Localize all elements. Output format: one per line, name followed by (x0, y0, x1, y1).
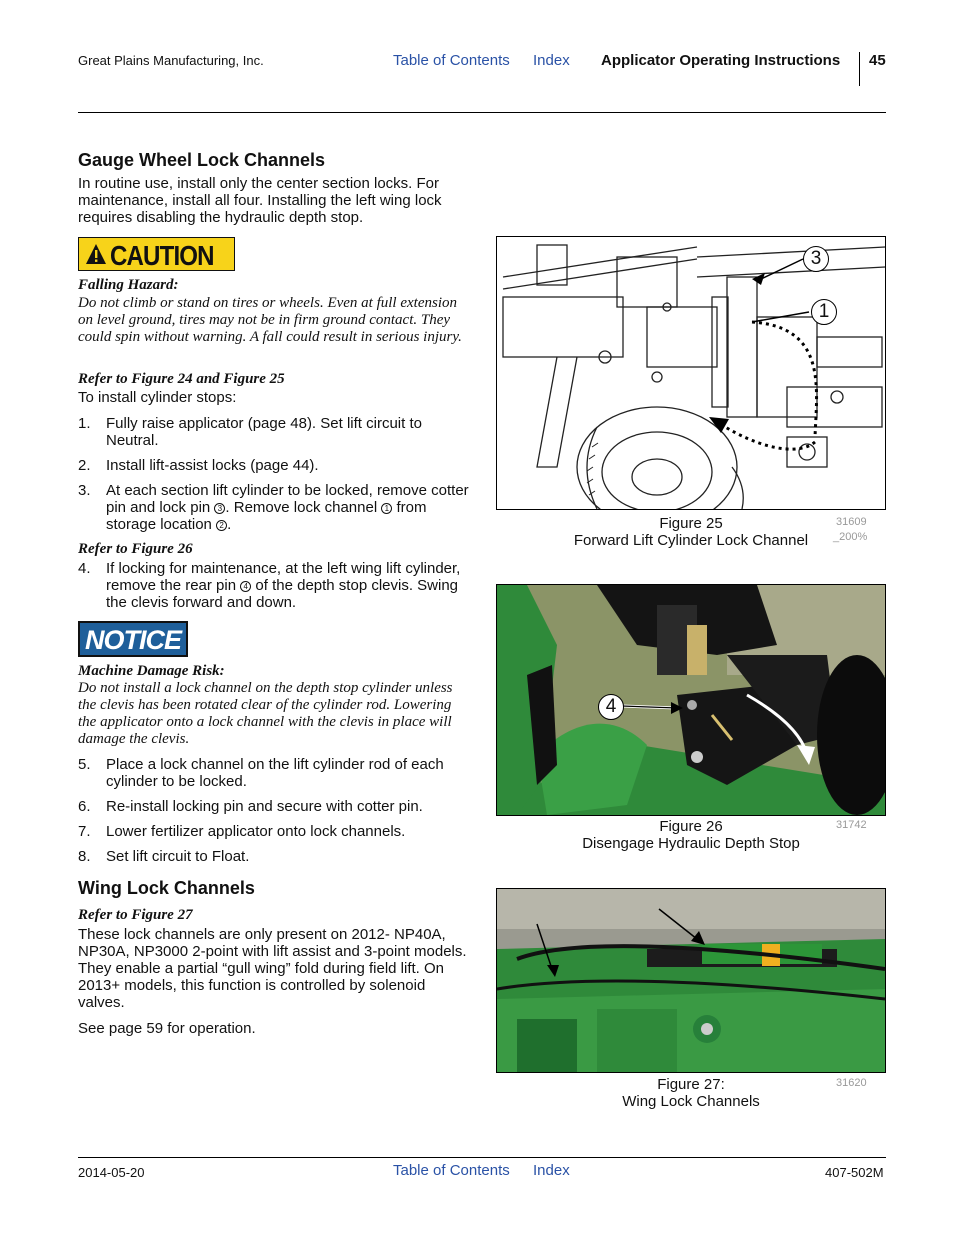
callout-1: 1 (811, 299, 837, 325)
list-item (78, 482, 473, 533)
figure-26-image (496, 584, 886, 816)
warning-triangle-icon (85, 243, 107, 265)
list-item (78, 415, 473, 449)
step-text: Re-install locking pin and secure with cotter pin. (106, 798, 423, 815)
list-item (78, 457, 473, 474)
figure-25-label: Figure 25 (659, 515, 723, 532)
figure-26-title: Disengage Hydraulic Depth Stop (582, 835, 800, 852)
list-item (78, 756, 473, 790)
header-rule (78, 112, 886, 113)
footer-index-link[interactable]: Index (533, 1162, 570, 1179)
notice-word: NOTICE (85, 625, 182, 655)
refer-figure-26: Refer to Figure 26 (78, 541, 193, 557)
page-number: 45 (869, 52, 886, 69)
step-number: 5. (78, 756, 91, 773)
header-index-link[interactable]: Index (533, 52, 570, 69)
wing-text: These lock channels are only present on 2012- NP40A, NP30A, NP3000 2-point with lift assist and 3-point models. They enable a partial “gull wing” fold during field lift. On 2013+ models, this function is controlled by solenoid valves. (78, 926, 467, 1011)
list-item (78, 798, 473, 815)
header-toc-link[interactable]: Table of Contents (393, 52, 510, 69)
step-text-part: At each section lift cylinder to be locked, remove cotter pin and lock pin (106, 482, 469, 516)
figure-27-number: 31620 (836, 1077, 867, 1089)
header-divider (859, 52, 860, 86)
figure-25-scale: _200% (833, 531, 868, 543)
damage-text: Do not install a lock channel on the depth stop cylinder unless the clevis has been rotated clear of the cylinder rod. Lowering the applicator onto a lock channel with the clevis in place will damage the clevis. (78, 680, 453, 747)
document-number: 407-502M (825, 1165, 884, 1180)
step-text-part: from storage location (106, 499, 427, 533)
step-number: 4. (78, 560, 91, 577)
step-text (106, 482, 473, 533)
step-number: 7. (78, 823, 91, 840)
caution-word: CAUTION (110, 240, 214, 271)
step-text: Set lift circuit to Float. (106, 848, 250, 865)
section-title: Applicator Operating Instructions (601, 52, 841, 69)
company-name: Great Plains Manufacturing, Inc. (78, 53, 264, 68)
step-text: Install lift-assist locks (page 44). (106, 457, 319, 474)
figure-27-title: Wing Lock Channels (622, 1093, 760, 1110)
step-text: Fully raise applicator (page 48). Set lift circuit to Neutral. (106, 415, 422, 449)
circled-number-2: 2 (216, 520, 227, 531)
figure-25-caption (560, 515, 822, 549)
step-text-part: of the depth stop clevis. Swing the clevis forward and down. (106, 577, 459, 611)
figure-27-image (496, 888, 886, 1073)
dotted-path-arrow (752, 322, 817, 437)
circled-number-4: 4 (240, 581, 251, 592)
figure-26-number: 31742 (836, 819, 867, 831)
circled-number-3: 3 (214, 503, 225, 514)
step-number: 6. (78, 798, 91, 815)
figure-26-label: Figure 26 (659, 818, 723, 835)
list-item (78, 823, 473, 840)
notice-label (78, 621, 188, 657)
caution-label (78, 237, 235, 271)
gauge-intro: In routine use, install only the center section locks. For maintenance, install all four. Installing the left wing lock requires disabling the hydraulic depth stop. (78, 175, 442, 226)
step-number: 2. (78, 457, 91, 474)
hazard-title: Falling Hazard: (78, 277, 179, 293)
step-text: Place a lock channel on the lift cylinder rod of each cylinder to be locked. (106, 756, 444, 790)
figure-25-image (496, 236, 886, 510)
figure-25-title: Forward Lift Cylinder Lock Channel (573, 532, 809, 549)
wing-lock-photo (497, 889, 885, 1072)
figure-26-caption (560, 818, 822, 852)
step-text-part: . Remove lock channel (225, 499, 382, 516)
lift-cylinder-drawing (497, 237, 885, 509)
depth-stop-photo (497, 585, 885, 815)
circled-number-1: 1 (381, 503, 392, 514)
refer-figure-27: Refer to Figure 27 (78, 907, 193, 923)
install-intro: To install cylinder stops: (78, 389, 237, 406)
hazard-text: Do not climb or stand on tires or wheels. Even at full extension on level ground, tires may not be in firm ground contact. They could spin without warning. A fall could result in serious injury. (78, 295, 462, 345)
damage-title: Machine Damage Risk: (78, 663, 225, 679)
step-text-part: If locking for maintenance, at the left wing lift cylinder, remove the rear pin (106, 560, 461, 594)
list-item (78, 848, 473, 865)
wing-heading: Wing Lock Channels (78, 878, 255, 898)
step-text-part: . (227, 516, 232, 533)
refer-figure-24-25: Refer to Figure 24 and Figure 25 (78, 371, 285, 387)
list-item (78, 560, 473, 611)
step-number: 8. (78, 848, 91, 865)
step-text (106, 560, 473, 611)
footer-toc-link[interactable]: Table of Contents (393, 1162, 510, 1179)
callout-4: 4 (598, 694, 624, 720)
step-text: Lower fertilizer applicator onto lock channels. (106, 823, 406, 840)
figure-27-label: Figure 27: (657, 1076, 725, 1093)
figure-27-caption (560, 1076, 822, 1110)
gauge-heading: Gauge Wheel Lock Channels (78, 150, 326, 170)
footer-rule (78, 1157, 886, 1158)
figure-25-number: 31609 (836, 516, 867, 528)
step-number: 3. (78, 482, 91, 499)
step-number: 1. (78, 415, 91, 432)
callout-3: 3 (803, 246, 829, 272)
wing-see-page: See page 59 for operation. (78, 1020, 256, 1037)
footer-date: 2014-05-20 (78, 1165, 145, 1180)
